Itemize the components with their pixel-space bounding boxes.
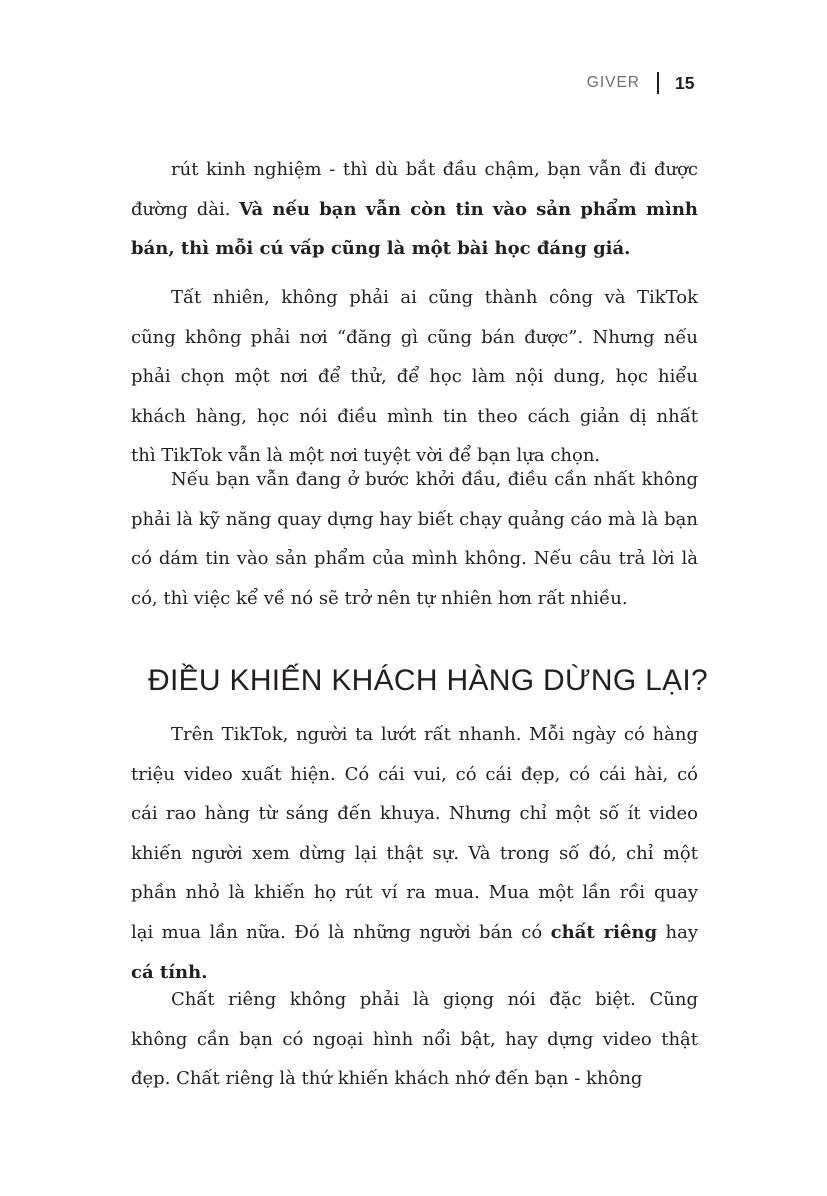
text-segment: khách hàng, học nói điều mình tin theo cách giản dị nhất [131,405,698,427]
text-segment: lại mua lần nữa. Đó là những người bán có [131,921,551,943]
paragraph [131,980,698,1099]
text-segment: không cần bạn có ngoại hình nổi bật, hay dựng video thật [131,1028,698,1050]
text-segment: phải là kỹ năng quay dựng hay biết chạy quảng cáo mà là bạn [131,508,698,530]
paragraph [131,715,698,992]
bold-text: Và nếu bạn vẫn còn tin vào sản phẩm mình [239,198,698,220]
text-segment: cũng không phải nơi “đăng gì cũng bán được”. Nhưng nếu [131,326,698,348]
text-segment: đường dài. [131,198,240,220]
text-line [131,150,698,190]
text-segment: thì TikTok vẫn là một nơi tuyệt vời để bạn lựa chọn. [131,445,601,467]
bold-text: bán, thì mỗi cú vấp cũng là một bài học đáng giá. [131,238,631,260]
text-segment: triệu video xuất hiện. Có cái vui, có cái đẹp, có cái hài, có [131,763,698,785]
text-line [131,229,698,269]
header-divider [657,72,659,94]
text-line [131,873,698,913]
text-line [131,834,698,874]
text-line [131,357,698,397]
paragraph [131,460,698,618]
text-line [131,1020,698,1060]
paragraph [131,150,698,269]
text-line [131,460,698,500]
text-line [131,715,698,755]
text-segment: có, thì việc kể về nó sẽ trở nên tự nhiên hơn rất nhiều. [131,587,628,609]
bold-text: cá tính. [131,961,208,983]
text-line [131,500,698,540]
section-heading: ĐIỀU KHIẾN KHÁCH HÀNG DỪNG LẠI? [148,664,709,697]
text-segment: Nếu bạn vẫn đang ở bước khởi đầu, điều cần nhất không [171,469,698,490]
text-segment: khiến người xem dừng lại thật sự. Và trong số đó, chỉ một [131,842,698,864]
text-segment: đẹp. Chất riêng là thứ khiến khách nhớ đến bạn - không [131,1068,643,1090]
text-line [131,539,698,579]
text-line [131,980,698,1020]
text-segment: cái rao hàng từ sáng đến khuya. Nhưng chỉ một số ít video [131,803,698,825]
text-segment: hay [657,921,698,943]
text-line [131,794,698,834]
running-header [587,70,697,96]
text-line [131,318,698,358]
text-segment: Tất nhiên, không phải ai cũng thành công và TikTok [171,287,698,308]
paragraph [131,278,698,476]
text-line [131,190,698,230]
text-line [131,1059,698,1099]
page-number: 15 [675,72,695,93]
text-segment: Trên TikTok, người ta lướt rất nhanh. Mỗi ngày có hàng [171,724,698,745]
text-line [131,579,698,619]
book-title: GIVER [586,74,640,91]
text-segment: có dám tin vào sản phẩm của mình không. Nếu câu trả lời là [131,548,698,570]
text-line [131,913,698,953]
text-line [131,397,698,437]
text-segment: phải chọn một nơi để thử, để học làm nội dung, học hiểu [131,366,698,388]
text-segment: phần nhỏ là khiến họ rút ví ra mua. Mua một lần rồi quay [131,882,698,904]
text-segment: rút kinh nghiệm - thì dù bắt đầu chậm, bạn vẫn đi được [171,159,698,180]
bold-text: chất riêng [550,921,658,943]
text-segment: Chất riêng không phải là giọng nói đặc biệt. Cũng [171,989,698,1010]
text-line [131,278,698,318]
text-line [131,755,698,795]
